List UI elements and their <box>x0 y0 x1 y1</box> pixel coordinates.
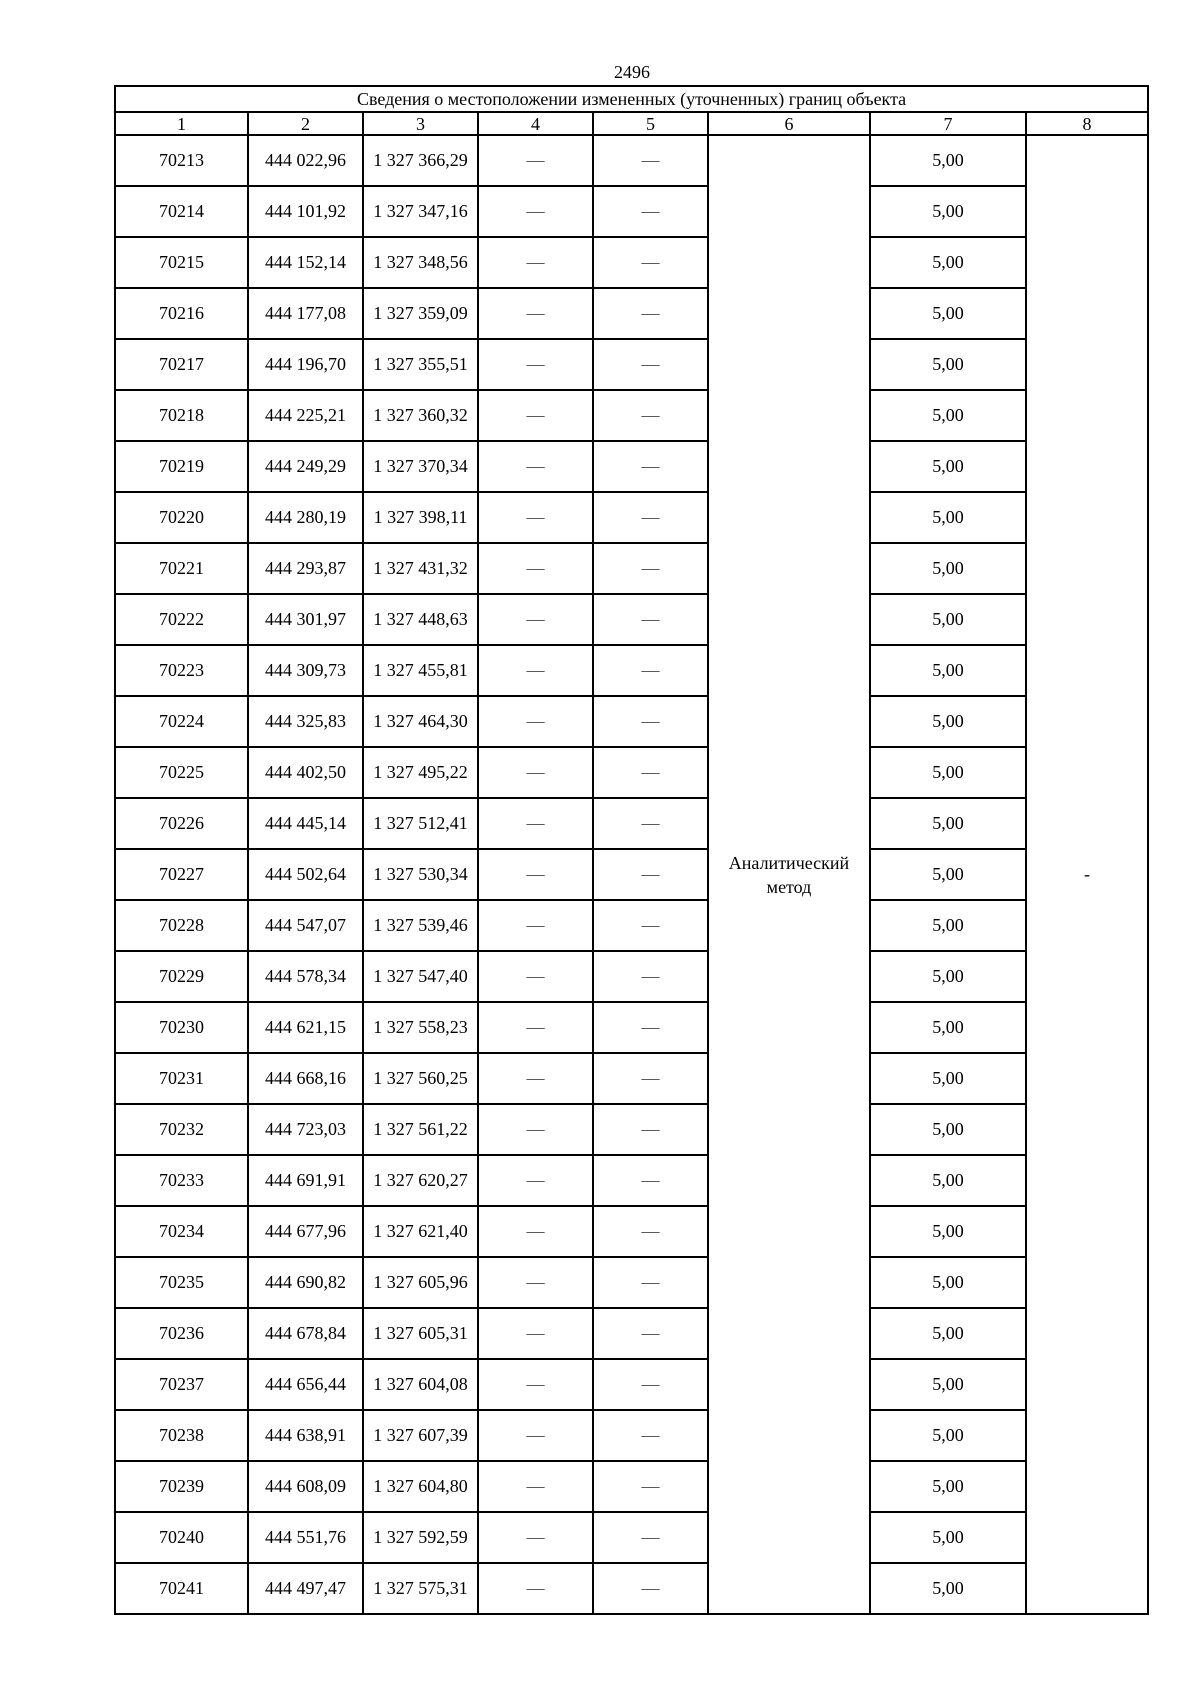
point-number-cell: 70230 <box>115 1002 248 1053</box>
column-4-cell: — <box>478 492 593 543</box>
table-row <box>115 1257 1148 1308</box>
table-row <box>115 798 1148 849</box>
point-number-cell: 70227 <box>115 849 248 900</box>
column-4-cell: — <box>478 135 593 186</box>
x-coordinate-cell: 444 608,09 <box>248 1461 363 1512</box>
accuracy-cell: 5,00 <box>870 951 1026 1002</box>
x-coordinate-cell: 444 690,82 <box>248 1257 363 1308</box>
accuracy-cell: 5,00 <box>870 696 1026 747</box>
x-coordinate-cell: 444 249,29 <box>248 441 363 492</box>
column-header: 1 <box>115 112 248 135</box>
accuracy-cell: 5,00 <box>870 288 1026 339</box>
point-number-cell: 70229 <box>115 951 248 1002</box>
column-8-cell: - <box>1026 135 1148 1614</box>
point-number-cell: 70215 <box>115 237 248 288</box>
table-row <box>115 1512 1148 1563</box>
column-5-cell: — <box>593 1206 708 1257</box>
x-coordinate-cell: 444 723,03 <box>248 1104 363 1155</box>
column-5-cell: — <box>593 1053 708 1104</box>
x-coordinate-cell: 444 152,14 <box>248 237 363 288</box>
y-coordinate-cell: 1 327 360,32 <box>363 390 478 441</box>
x-coordinate-cell: 444 177,08 <box>248 288 363 339</box>
x-coordinate-cell: 444 656,44 <box>248 1359 363 1410</box>
y-coordinate-cell: 1 327 348,56 <box>363 237 478 288</box>
point-number-cell: 70224 <box>115 696 248 747</box>
y-coordinate-cell: 1 327 359,09 <box>363 288 478 339</box>
y-coordinate-cell: 1 327 370,34 <box>363 441 478 492</box>
x-coordinate-cell: 444 668,16 <box>248 1053 363 1104</box>
y-coordinate-cell: 1 327 398,11 <box>363 492 478 543</box>
column-5-cell: — <box>593 237 708 288</box>
table-row <box>115 390 1148 441</box>
point-number-cell: 70220 <box>115 492 248 543</box>
x-coordinate-cell: 444 280,19 <box>248 492 363 543</box>
y-coordinate-cell: 1 327 561,22 <box>363 1104 478 1155</box>
point-number-cell: 70221 <box>115 543 248 594</box>
column-5-cell: — <box>593 339 708 390</box>
x-coordinate-cell: 444 101,92 <box>248 186 363 237</box>
x-coordinate-cell: 444 497,47 <box>248 1563 363 1614</box>
y-coordinate-cell: 1 327 495,22 <box>363 747 478 798</box>
column-4-cell: — <box>478 951 593 1002</box>
point-number-cell: 70228 <box>115 900 248 951</box>
x-coordinate-cell: 444 621,15 <box>248 1002 363 1053</box>
column-5-cell: — <box>593 951 708 1002</box>
y-coordinate-cell: 1 327 464,30 <box>363 696 478 747</box>
column-4-cell: — <box>478 186 593 237</box>
column-4-cell: — <box>478 1257 593 1308</box>
accuracy-cell: 5,00 <box>870 1563 1026 1614</box>
point-number-cell: 70232 <box>115 1104 248 1155</box>
table-row <box>115 441 1148 492</box>
y-coordinate-cell: 1 327 592,59 <box>363 1512 478 1563</box>
accuracy-cell: 5,00 <box>870 186 1026 237</box>
table-title-row <box>115 86 1148 112</box>
accuracy-cell: 5,00 <box>870 390 1026 441</box>
table-row <box>115 237 1148 288</box>
point-number-cell: 70239 <box>115 1461 248 1512</box>
accuracy-cell: 5,00 <box>870 798 1026 849</box>
point-number-cell: 70223 <box>115 645 248 696</box>
column-4-cell: — <box>478 441 593 492</box>
column-4-cell: — <box>478 645 593 696</box>
point-number-cell: 70238 <box>115 1410 248 1461</box>
determination-method-cell: Аналитический метод <box>708 135 870 1614</box>
column-header: 5 <box>593 112 708 135</box>
point-number-cell: 70231 <box>115 1053 248 1104</box>
column-5-cell: — <box>593 135 708 186</box>
accuracy-cell: 5,00 <box>870 1155 1026 1206</box>
column-5-cell: — <box>593 1512 708 1563</box>
y-coordinate-cell: 1 327 455,81 <box>363 645 478 696</box>
column-5-cell: — <box>593 849 708 900</box>
column-4-cell: — <box>478 543 593 594</box>
column-5-cell: — <box>593 696 708 747</box>
table-body <box>115 135 1148 1614</box>
table-row <box>115 645 1148 696</box>
y-coordinate-cell: 1 327 547,40 <box>363 951 478 1002</box>
column-4-cell: — <box>478 1512 593 1563</box>
accuracy-cell: 5,00 <box>870 339 1026 390</box>
x-coordinate-cell: 444 578,34 <box>248 951 363 1002</box>
column-4-cell: — <box>478 1002 593 1053</box>
table-row <box>115 747 1148 798</box>
column-4-cell: — <box>478 1461 593 1512</box>
column-5-cell: — <box>593 1104 708 1155</box>
table-row <box>115 492 1148 543</box>
point-number-cell: 70226 <box>115 798 248 849</box>
y-coordinate-cell: 1 327 448,63 <box>363 594 478 645</box>
accuracy-cell: 5,00 <box>870 594 1026 645</box>
x-coordinate-cell: 444 551,76 <box>248 1512 363 1563</box>
column-header: 2 <box>248 112 363 135</box>
accuracy-cell: 5,00 <box>870 1206 1026 1257</box>
table-row <box>115 1359 1148 1410</box>
accuracy-cell: 5,00 <box>870 1002 1026 1053</box>
x-coordinate-cell: 444 196,70 <box>248 339 363 390</box>
accuracy-cell: 5,00 <box>870 1512 1026 1563</box>
column-header: 7 <box>870 112 1026 135</box>
column-5-cell: — <box>593 1308 708 1359</box>
table-row <box>115 543 1148 594</box>
column-4-cell: — <box>478 1155 593 1206</box>
x-coordinate-cell: 444 638,91 <box>248 1410 363 1461</box>
table-row <box>115 1155 1148 1206</box>
y-coordinate-cell: 1 327 604,80 <box>363 1461 478 1512</box>
column-5-cell: — <box>593 492 708 543</box>
point-number-cell: 70236 <box>115 1308 248 1359</box>
x-coordinate-cell: 444 691,91 <box>248 1155 363 1206</box>
y-coordinate-cell: 1 327 621,40 <box>363 1206 478 1257</box>
x-coordinate-cell: 444 301,97 <box>248 594 363 645</box>
column-5-cell: — <box>593 1257 708 1308</box>
y-coordinate-cell: 1 327 558,23 <box>363 1002 478 1053</box>
column-5-cell: — <box>593 441 708 492</box>
column-5-cell: — <box>593 900 708 951</box>
accuracy-cell: 5,00 <box>870 492 1026 543</box>
y-coordinate-cell: 1 327 355,51 <box>363 339 478 390</box>
column-5-cell: — <box>593 645 708 696</box>
y-coordinate-cell: 1 327 605,31 <box>363 1308 478 1359</box>
column-5-cell: — <box>593 1461 708 1512</box>
accuracy-cell: 5,00 <box>870 1053 1026 1104</box>
table-row <box>115 186 1148 237</box>
table-title: Сведения о местоположении измененных (уточненных) границ объекта <box>115 86 1148 112</box>
table-row <box>115 339 1148 390</box>
column-5-cell: — <box>593 1410 708 1461</box>
table-row <box>115 696 1148 747</box>
x-coordinate-cell: 444 502,64 <box>248 849 363 900</box>
column-5-cell: — <box>593 594 708 645</box>
column-header: 3 <box>363 112 478 135</box>
y-coordinate-cell: 1 327 347,16 <box>363 186 478 237</box>
accuracy-cell: 5,00 <box>870 1308 1026 1359</box>
table-row <box>115 1563 1148 1614</box>
column-5-cell: — <box>593 288 708 339</box>
accuracy-cell: 5,00 <box>870 1359 1026 1410</box>
table-row <box>115 1002 1148 1053</box>
x-coordinate-cell: 444 677,96 <box>248 1206 363 1257</box>
table-row <box>115 1308 1148 1359</box>
accuracy-cell: 5,00 <box>870 1461 1026 1512</box>
point-number-cell: 70241 <box>115 1563 248 1614</box>
x-coordinate-cell: 444 022,96 <box>248 135 363 186</box>
table-row <box>115 1410 1148 1461</box>
table-row <box>115 1104 1148 1155</box>
accuracy-cell: 5,00 <box>870 645 1026 696</box>
column-5-cell: — <box>593 1002 708 1053</box>
column-header: 4 <box>478 112 593 135</box>
point-number-cell: 70240 <box>115 1512 248 1563</box>
table-row <box>115 900 1148 951</box>
column-4-cell: — <box>478 1308 593 1359</box>
column-5-cell: — <box>593 747 708 798</box>
column-4-cell: — <box>478 747 593 798</box>
accuracy-cell: 5,00 <box>870 1257 1026 1308</box>
column-4-cell: — <box>478 1563 593 1614</box>
point-number-cell: 70216 <box>115 288 248 339</box>
column-4-cell: — <box>478 849 593 900</box>
accuracy-cell: 5,00 <box>870 849 1026 900</box>
accuracy-cell: 5,00 <box>870 237 1026 288</box>
column-4-cell: — <box>478 390 593 441</box>
x-coordinate-cell: 444 293,87 <box>248 543 363 594</box>
column-4-cell: — <box>478 1053 593 1104</box>
point-number-cell: 70233 <box>115 1155 248 1206</box>
y-coordinate-cell: 1 327 575,31 <box>363 1563 478 1614</box>
x-coordinate-cell: 444 225,21 <box>248 390 363 441</box>
point-number-cell: 70235 <box>115 1257 248 1308</box>
column-header-row <box>115 112 1148 135</box>
column-5-cell: — <box>593 798 708 849</box>
accuracy-cell: 5,00 <box>870 135 1026 186</box>
point-number-cell: 70213 <box>115 135 248 186</box>
table-row <box>115 135 1148 186</box>
column-4-cell: — <box>478 900 593 951</box>
point-number-cell: 70222 <box>115 594 248 645</box>
column-5-cell: — <box>593 390 708 441</box>
x-coordinate-cell: 444 309,73 <box>248 645 363 696</box>
y-coordinate-cell: 1 327 560,25 <box>363 1053 478 1104</box>
page-number: 2496 <box>614 62 650 82</box>
accuracy-cell: 5,00 <box>870 543 1026 594</box>
column-5-cell: — <box>593 1359 708 1410</box>
x-coordinate-cell: 444 547,07 <box>248 900 363 951</box>
table-row <box>115 1053 1148 1104</box>
column-4-cell: — <box>478 339 593 390</box>
table-row <box>115 1206 1148 1257</box>
column-header: 8 <box>1026 112 1148 135</box>
point-number-cell: 70234 <box>115 1206 248 1257</box>
accuracy-cell: 5,00 <box>870 747 1026 798</box>
column-5-cell: — <box>593 186 708 237</box>
table-row <box>115 951 1148 1002</box>
y-coordinate-cell: 1 327 604,08 <box>363 1359 478 1410</box>
table-row <box>115 288 1148 339</box>
column-4-cell: — <box>478 696 593 747</box>
column-4-cell: — <box>478 237 593 288</box>
accuracy-cell: 5,00 <box>870 1410 1026 1461</box>
column-4-cell: — <box>478 594 593 645</box>
y-coordinate-cell: 1 327 620,27 <box>363 1155 478 1206</box>
x-coordinate-cell: 444 678,84 <box>248 1308 363 1359</box>
y-coordinate-cell: 1 327 431,32 <box>363 543 478 594</box>
point-number-cell: 70225 <box>115 747 248 798</box>
column-4-cell: — <box>478 288 593 339</box>
column-4-cell: — <box>478 1410 593 1461</box>
accuracy-cell: 5,00 <box>870 441 1026 492</box>
y-coordinate-cell: 1 327 512,41 <box>363 798 478 849</box>
column-4-cell: — <box>478 1206 593 1257</box>
boundary-coordinates-table <box>114 85 1149 1615</box>
y-coordinate-cell: 1 327 530,34 <box>363 849 478 900</box>
column-4-cell: — <box>478 798 593 849</box>
accuracy-cell: 5,00 <box>870 1104 1026 1155</box>
column-5-cell: — <box>593 1155 708 1206</box>
y-coordinate-cell: 1 327 366,29 <box>363 135 478 186</box>
point-number-cell: 70218 <box>115 390 248 441</box>
column-4-cell: — <box>478 1359 593 1410</box>
column-5-cell: — <box>593 1563 708 1614</box>
y-coordinate-cell: 1 327 539,46 <box>363 900 478 951</box>
x-coordinate-cell: 444 325,83 <box>248 696 363 747</box>
table-row <box>115 849 1148 900</box>
accuracy-cell: 5,00 <box>870 900 1026 951</box>
table-row <box>115 1461 1148 1512</box>
column-4-cell: — <box>478 1104 593 1155</box>
x-coordinate-cell: 444 445,14 <box>248 798 363 849</box>
column-header: 6 <box>708 112 870 135</box>
y-coordinate-cell: 1 327 607,39 <box>363 1410 478 1461</box>
point-number-cell: 70214 <box>115 186 248 237</box>
column-5-cell: — <box>593 543 708 594</box>
table-row <box>115 594 1148 645</box>
point-number-cell: 70219 <box>115 441 248 492</box>
x-coordinate-cell: 444 402,50 <box>248 747 363 798</box>
y-coordinate-cell: 1 327 605,96 <box>363 1257 478 1308</box>
point-number-cell: 70217 <box>115 339 248 390</box>
point-number-cell: 70237 <box>115 1359 248 1410</box>
